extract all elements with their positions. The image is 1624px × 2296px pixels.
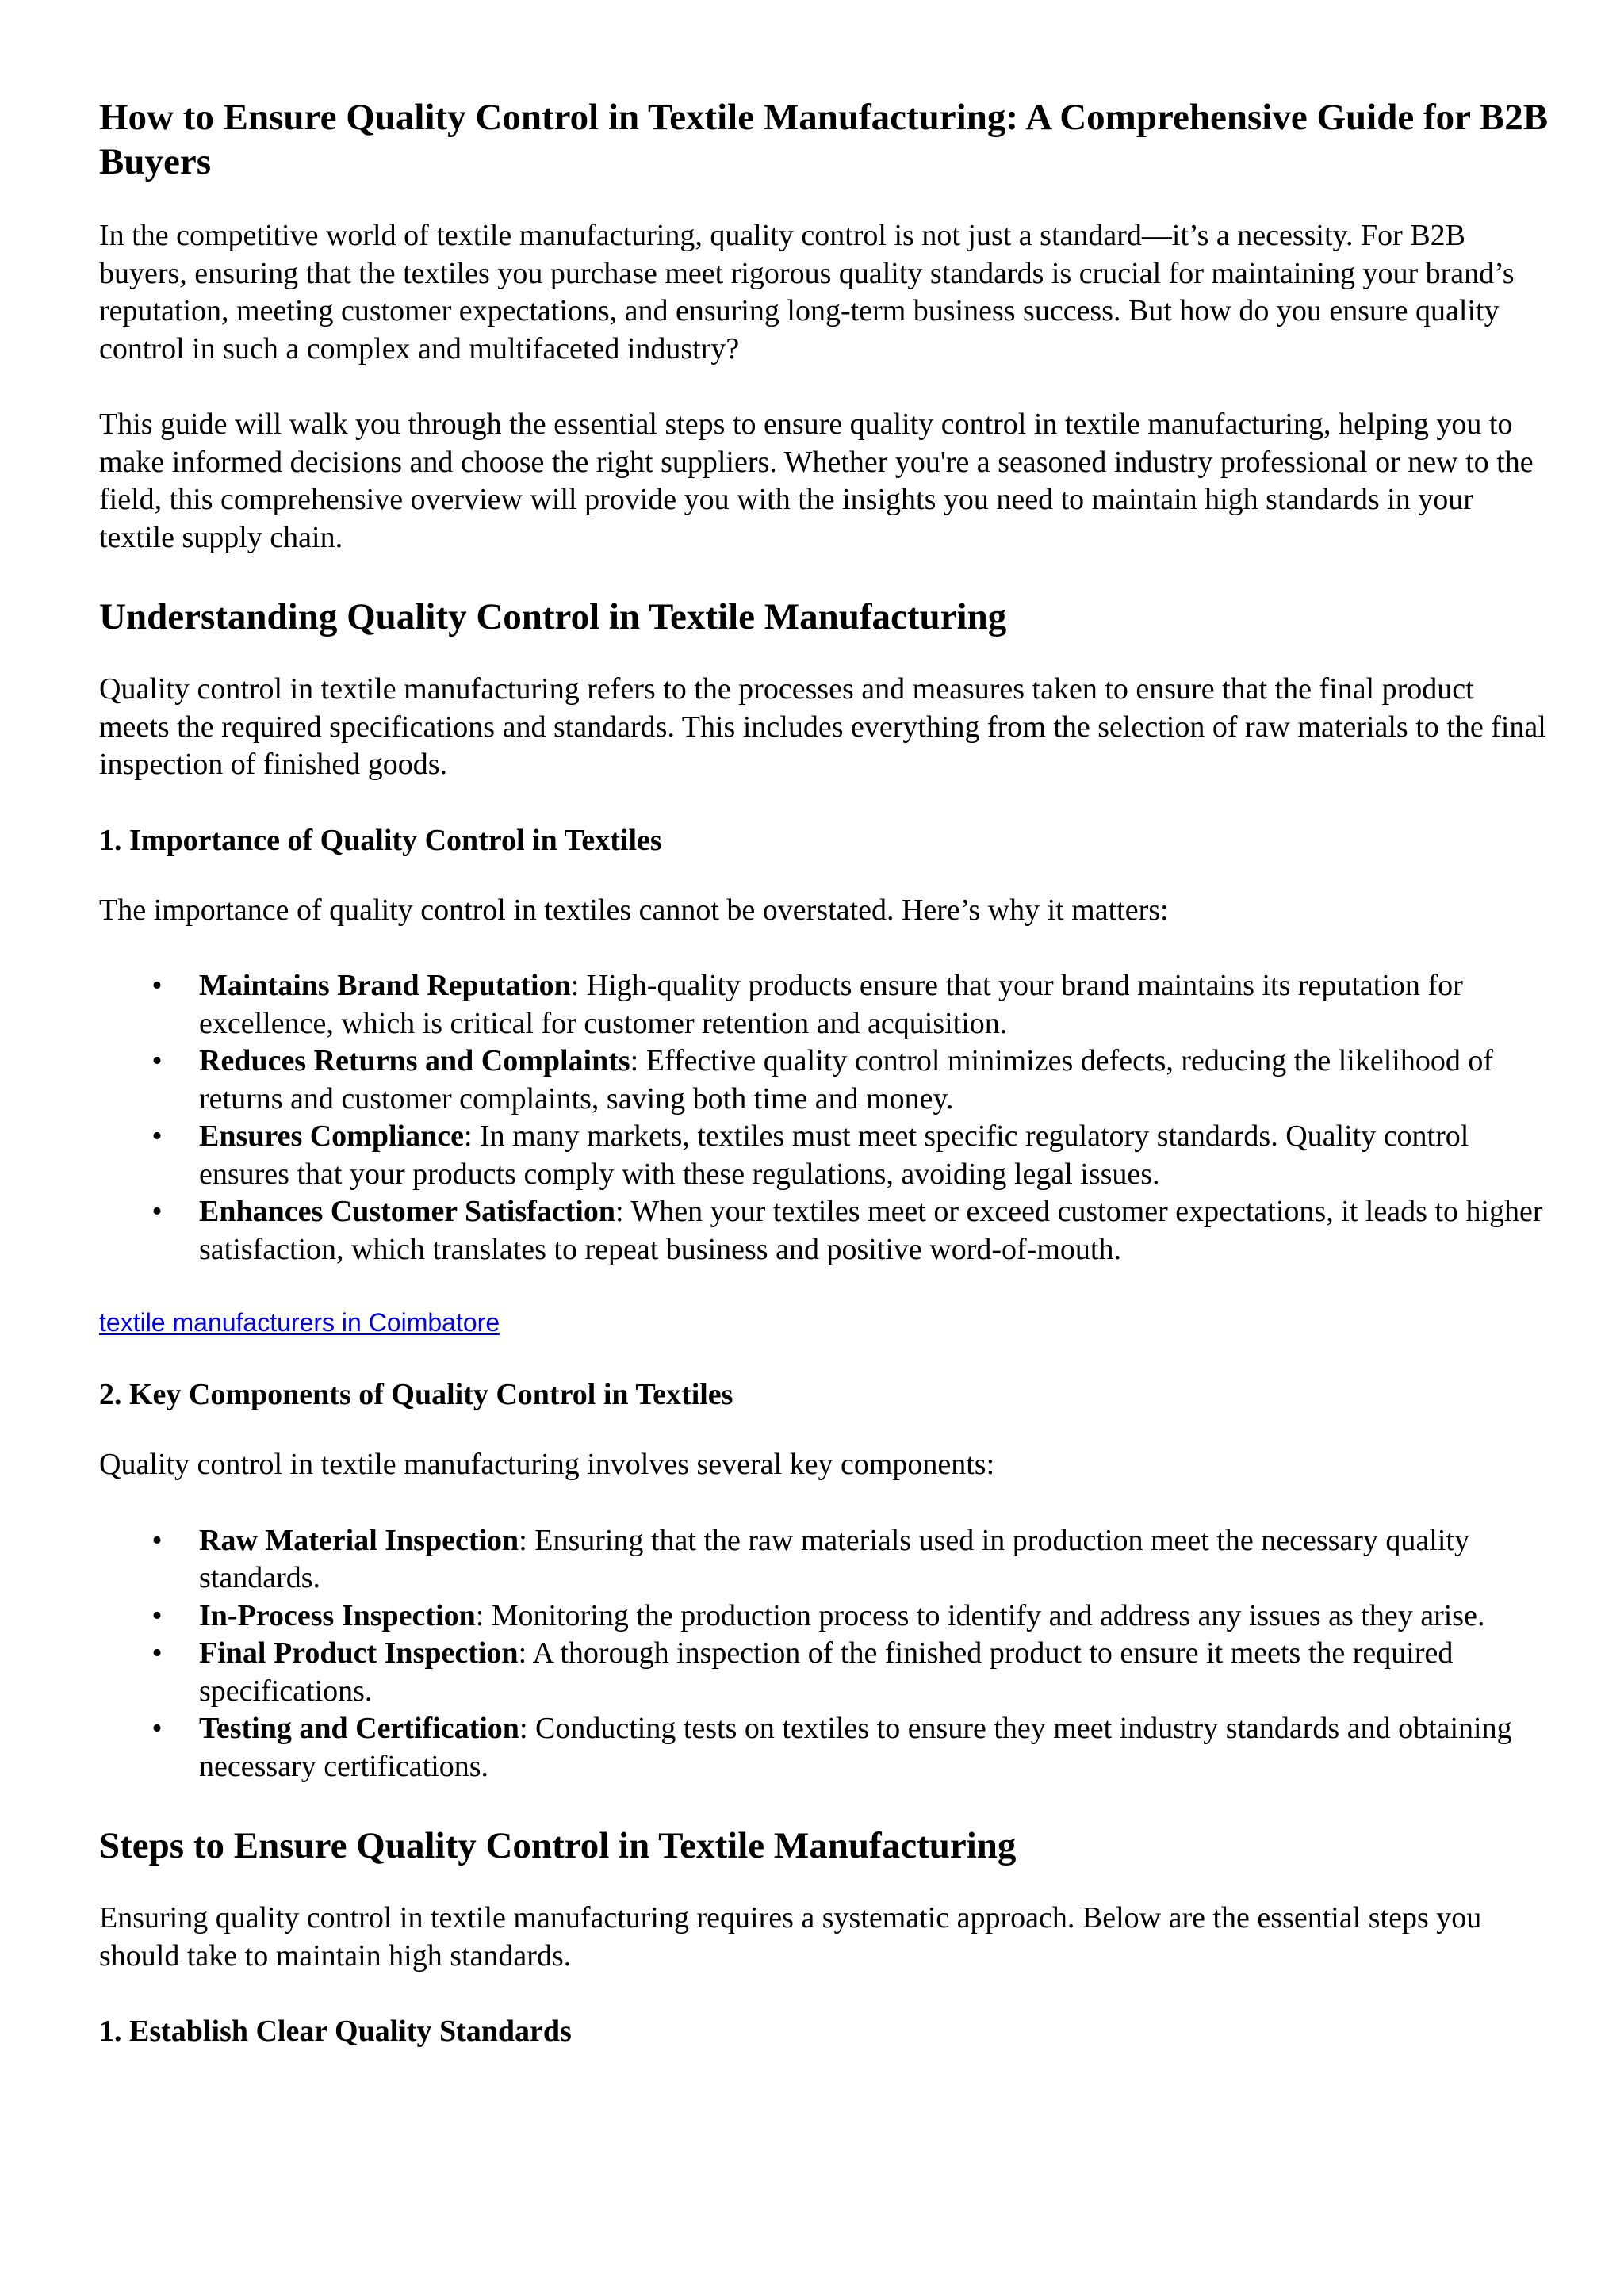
link-container [99,1307,1550,1376]
list-item [99,1118,1550,1193]
subheading-importance: 1. Importance of Quality Control in Textiles [99,823,662,857]
key-components-list [99,1522,1550,1786]
list-item [99,967,1550,1043]
list-item-text: : Conducting tests on textiles to ensure they meet industry standards and obtaining necessary certifications. [199,1712,1512,1783]
section-heading-understanding: Understanding Quality Control in Textile Manufacturing [99,596,1007,637]
page-title: How to Ensure Quality Control in Textile Manufacturing: A Comprehensive Guide for B2B Buyers [99,97,1549,182]
list-item-term: Testing and Certification [199,1712,519,1745]
list-item-text: : When your textiles meet or exceed customer expectations, it leads to higher satisfaction, which translates to repeat business and positive word-of-mouth. [199,1195,1543,1266]
list-item-term: Maintains Brand Reputation [199,969,571,1002]
list-item-text: : In many markets, textiles must meet specific regulatory standards. Quality control ensures that your products comply with these regulations, avoiding legal issues. [199,1119,1469,1191]
importance-list [99,967,1550,1269]
importance-lead: The importance of quality control in textiles cannot be overstated. Here’s why it matters: [99,893,1169,927]
intro-paragraph-1: In the competitive world of textile manufacturing, quality control is not just a standard—it’s a necessity. For B2B buyers, ensuring that the textiles you purchase meet rigorous quality standards is crucial for maintaining your brand’s reputation, meeting customer expectations, and ensuring long-term business success. But how do you ensure quality control in such a complex and multifaceted industry? [99,219,1515,365]
section-paragraph-understanding: Quality control in textile manufacturing refers to the processes and measures taken to ensure that the final product meets the required specifications and standards. This includes everything from the selection of raw materials to the final inspection of finished goods. [99,672,1546,781]
list-item [99,1043,1550,1118]
list-item-text: : High-quality products ensure that your brand maintains its reputation for excellence, which is critical for customer retention and acquisition. [199,969,1463,1040]
list-item-term: Raw Material Inspection [199,1523,519,1557]
list-item-term: Reduces Returns and Complaints [199,1044,630,1077]
list-item-term: Enhances Customer Satisfaction [199,1195,615,1228]
bullet-icon: • [151,1712,163,1745]
document-page [99,95,1550,2083]
key-components-lead: Quality control in textile manufacturing involves several key components: [99,1448,995,1481]
intro-paragraph-2: This guide will walk you through the essential steps to ensure quality control in textile manufacturing, helping you to make informed decisions and choose the right suppliers. Whether you're a seasoned industry professional or new to the field, this comprehensive overview will provide you with the insights you need to maintain high standards in your textile supply chain. [99,408,1534,554]
subheading-establish-standards: 1. Establish Clear Quality Standards [99,2015,572,2048]
textile-manufacturers-link[interactable]: textile manufacturers in Coimbatore [99,1308,500,1337]
subheading-key-components: 2. Key Components of Quality Control in Textiles [99,1378,733,1411]
bullet-icon: • [151,1523,163,1557]
list-item [99,1598,1550,1636]
section-paragraph-steps: Ensuring quality control in textile manufacturing requires a systematic approach. Below are the essential steps you should take to maintain high standards. [99,1901,1482,1973]
bullet-icon: • [151,1195,163,1228]
list-item-text: : Ensuring that the raw materials used in production meet the necessary quality standards. [199,1523,1469,1594]
list-item [99,1635,1550,1710]
section-heading-steps: Steps to Ensure Quality Control in Textile Manufacturing [99,1825,1017,1866]
bullet-icon: • [151,969,163,1002]
bullet-icon: • [151,1636,163,1670]
bullet-icon: • [151,1598,163,1632]
list-item-term: In-Process Inspection [199,1598,476,1632]
bullet-icon: • [151,1119,163,1153]
bullet-icon: • [151,1044,163,1077]
list-item-term: Final Product Inspection [199,1636,519,1670]
list-item [99,1522,1550,1598]
list-item [99,1193,1550,1269]
list-item-term: Ensures Compliance [199,1119,464,1153]
list-item-text: : Monitoring the production process to identify and address any issues as they arise. [475,1598,1485,1632]
list-item-text: : A thorough inspection of the finished product to ensure it meets the required specifications. [199,1636,1454,1708]
list-item [99,1710,1550,1785]
list-item-text: : Effective quality control minimizes defects, reducing the likelihood of returns and customer complaints, saving both time and money. [199,1044,1493,1115]
